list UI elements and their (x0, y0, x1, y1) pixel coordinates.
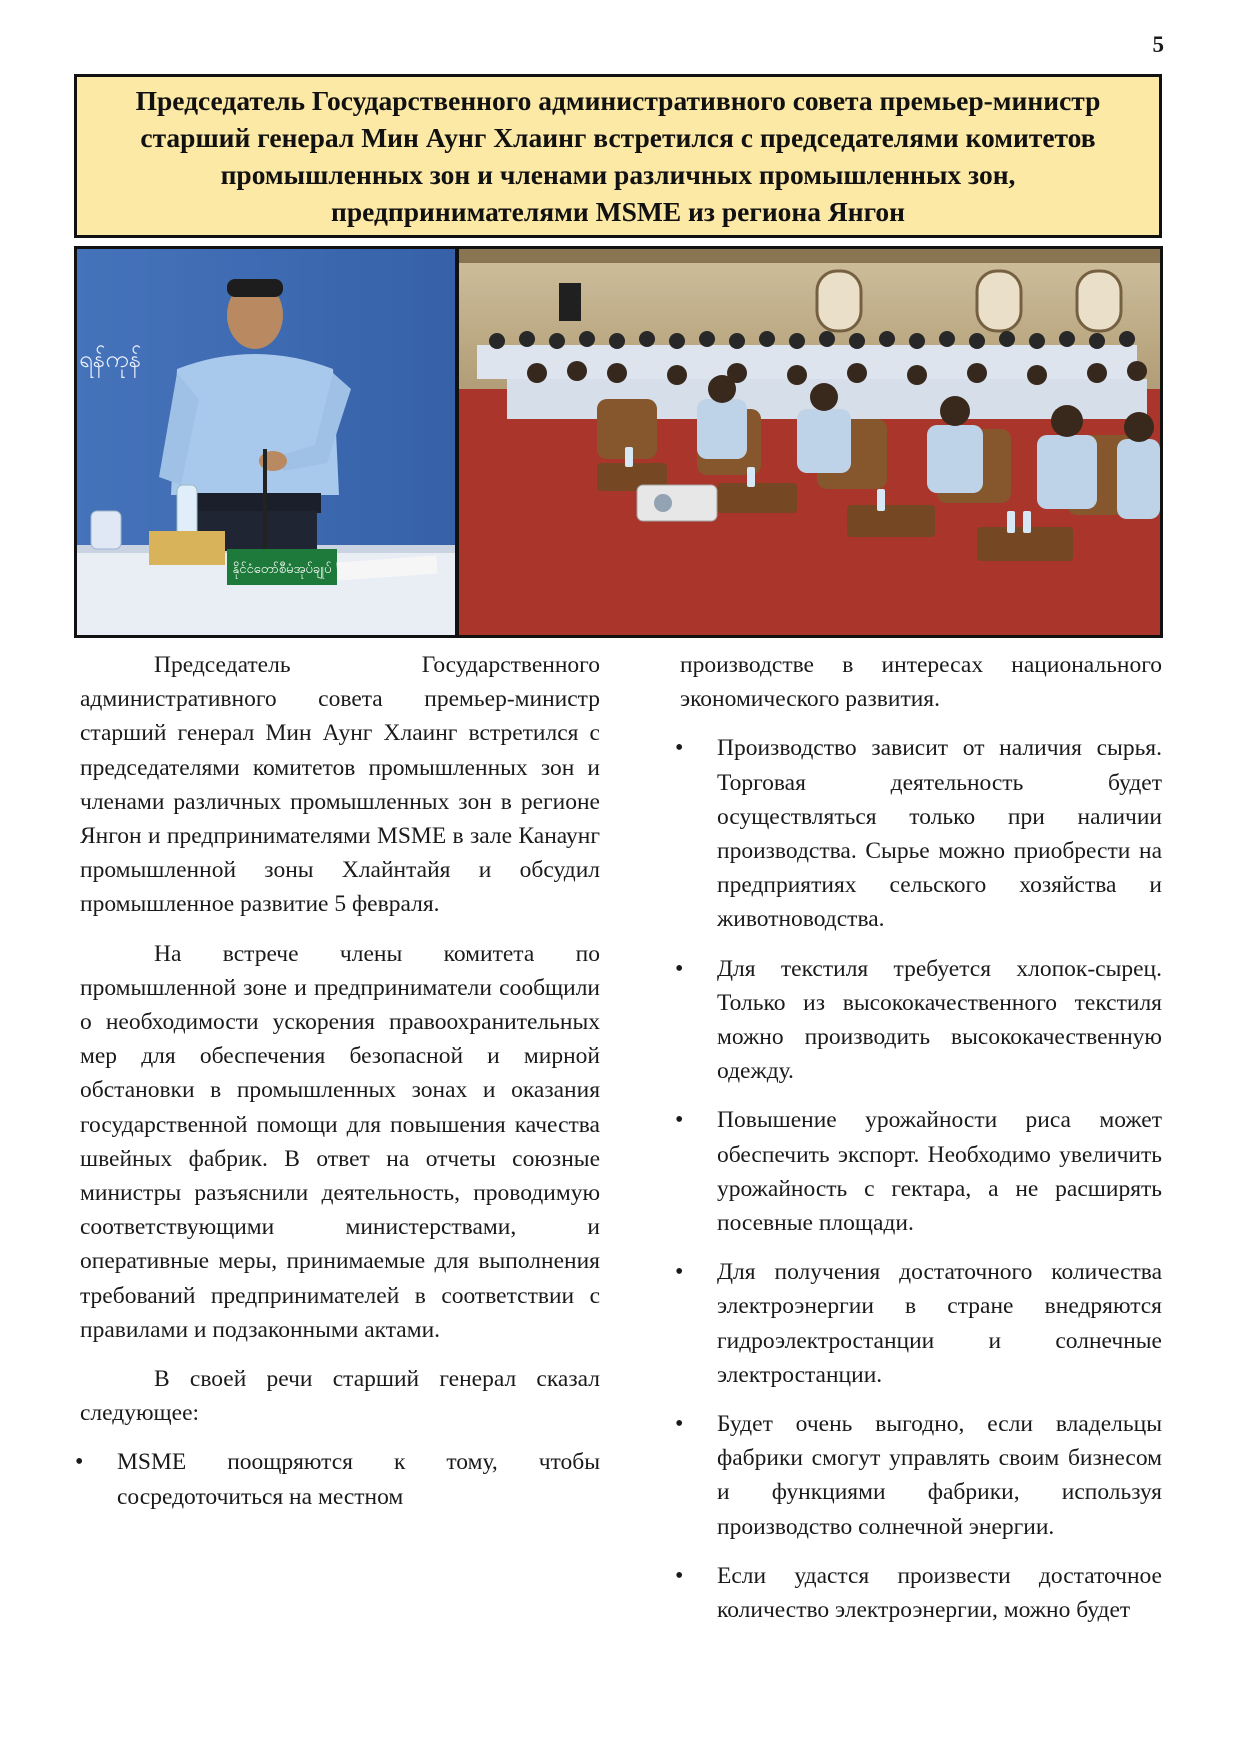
bullet-list (680, 731, 1162, 1627)
nameplate-text: နိုင်ငံတော်စီမံအုပ်ချုပ် (232, 562, 332, 577)
paragraph: В своей речи старший генерал сказал следующее: (80, 1366, 600, 1427)
page-number: 5 (1152, 32, 1164, 57)
meeting-photos (77, 249, 1160, 635)
left-column (80, 648, 600, 1529)
paragraph: На встрече члены комитета по промышленной зоне и предприниматели сообщили о необходимости ускорения правоохранительных мер для обеспечения безопасной и мирной обстановки в промышленных зонах и оказания государственной помощи для повышения качества швейных фабрик. В ответ на отчеты союзные министры разъяснили деятельность, проводимую соответствующими министерствами, и оперативные меры, принимаемые для выполнения требований предпринимателей в соответствии с правилами и подзаконными актами. (80, 940, 600, 1343)
headline-box (74, 74, 1162, 238)
list-item: • Если удастся произвести достаточное количество электроэнергии, можно будет (680, 1559, 1162, 1627)
list-item: • Производство зависит от наличия сырья. Торговая деятельность будет осуществляться только при наличии производства. Сырье можно приобрести на предприятиях сельского хозяйства и животноводства. (680, 731, 1162, 936)
paragraph: Председатель Государственного административного совета премьер-министр старший генерал Мин Аунг Хлаинг встретился с председателями комитетов промышленных зон и членами различных промышленных зон в регионе Янгон и предпринимателями MSME в зале Канаунг промышленной зоны Хлайнтайя и обсудил промышленное развитие 5 февраля. (80, 652, 600, 918)
photo-strip (74, 246, 1163, 638)
audience-photo (459, 249, 1160, 635)
paragraph-continuation: производстве в интересах национального экономического развития. (680, 652, 1162, 713)
list-item: • Для получения достаточного количества электроэнергии в стране внедряются гидроэлектростанции и солнечные электростанции. (680, 1255, 1162, 1392)
list-item: • Для текстиля требуется хлопок-сырец. Только из высококачественного текстиля можно производить высококачественную одежду. (680, 952, 1162, 1089)
right-column (680, 648, 1162, 1642)
list-item: • MSME поощряются к тому, чтобы сосредоточиться на местном (80, 1445, 600, 1513)
speaker-photo (77, 249, 455, 635)
list-item: • Повышение урожайности риса может обеспечить экспорт. Необходимо увеличить урожайность с гектара, а не расширять посевные площади. (680, 1103, 1162, 1240)
banner-text: ရန်ကုန် (79, 345, 142, 373)
bullet-list (80, 1445, 600, 1513)
list-item: • Будет очень выгодно, если владельцы фабрики смогут управлять своим бизнесом и функциями фабрики, используя производство солнечной энергии. (680, 1407, 1162, 1544)
headline: Председатель Государственного административного совета премьер-министр старший генерал Мин Аунг Хлаинг встретился с председателями комитетов промышленных зон и членами различных промышленных зон, предпринимателями MSME из региона Янгон (135, 85, 1101, 227)
